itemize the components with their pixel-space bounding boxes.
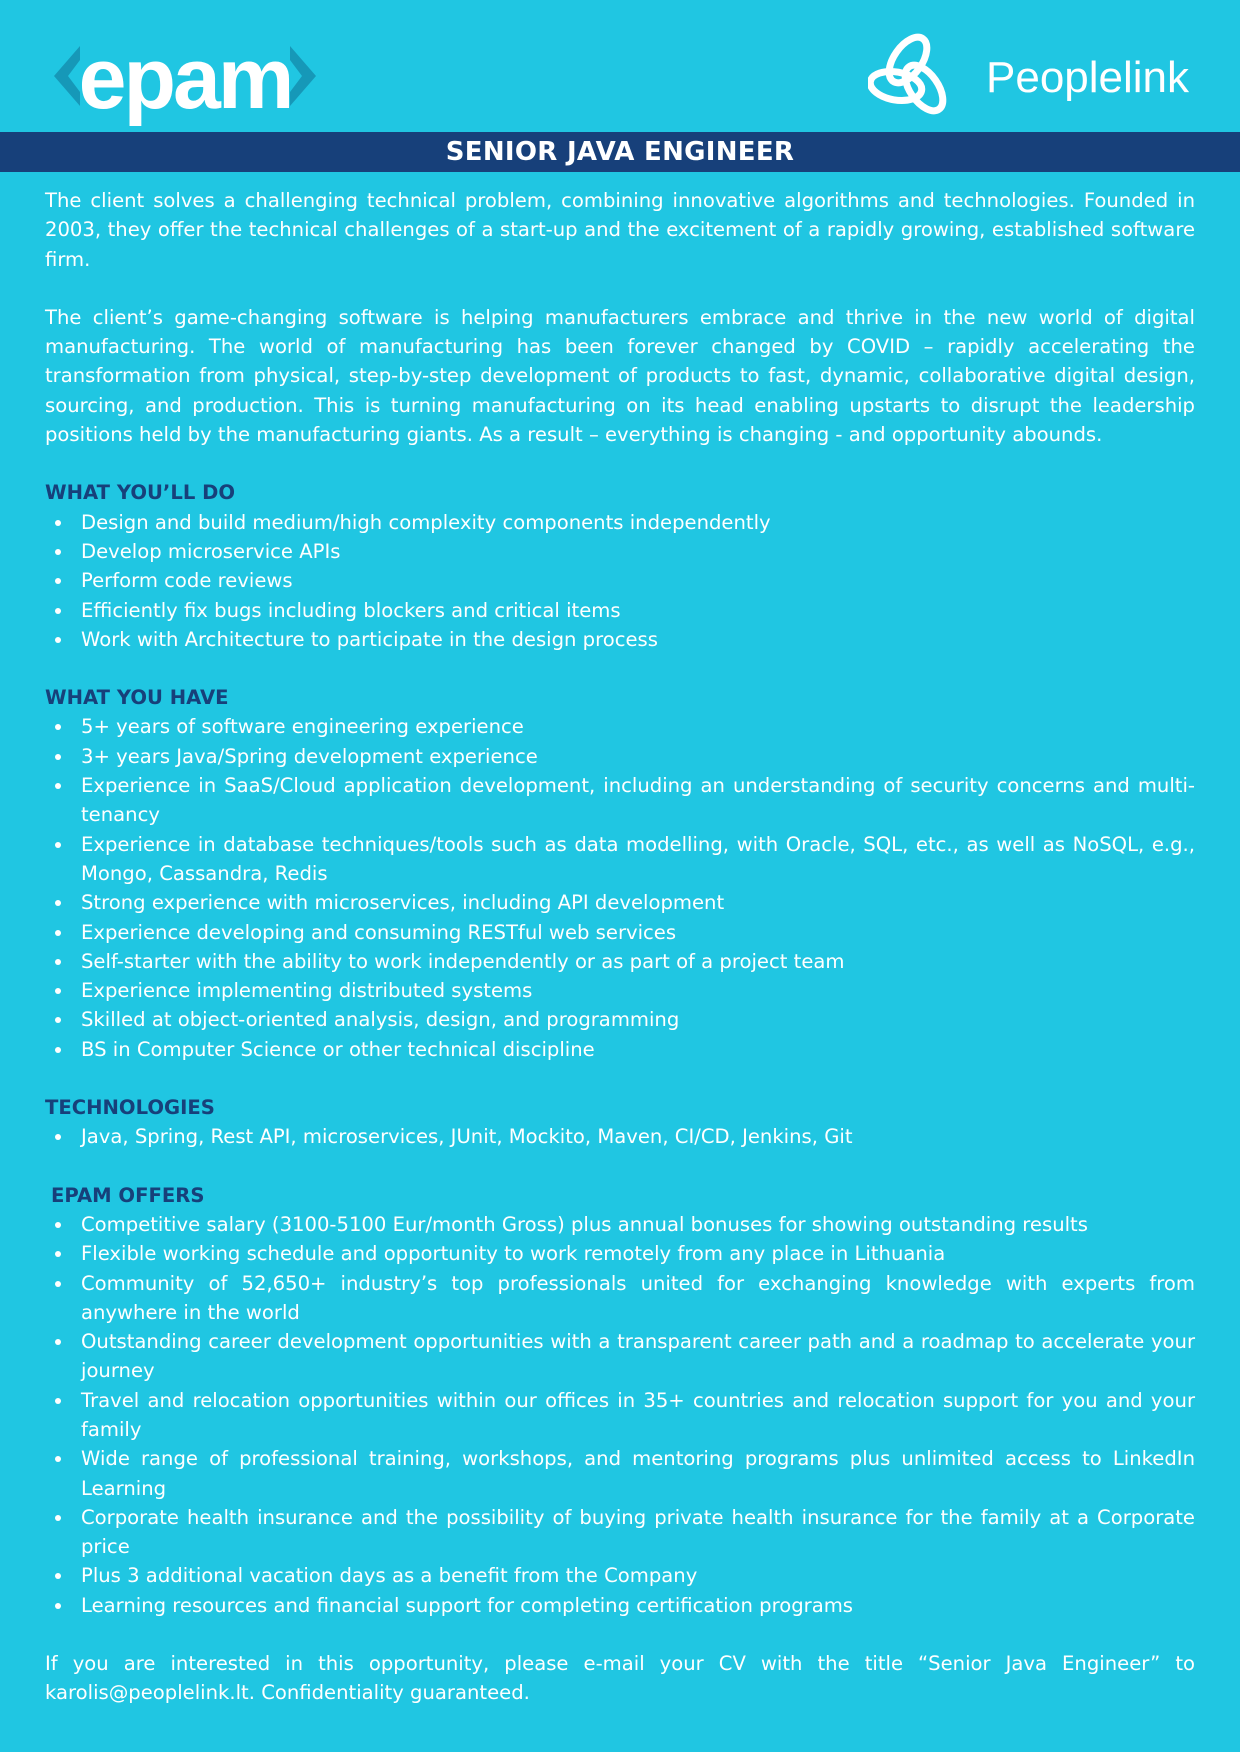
section-title-what-you-have: WHAT YOU HAVE <box>45 686 229 710</box>
job-description <box>45 186 1195 1737</box>
title-bar <box>0 132 1240 172</box>
list-item: Plus 3 additional vacation days as a benefit from the Company <box>45 1561 1195 1590</box>
list-item: 5+ years of software engineering experience <box>45 712 1195 741</box>
list-item: Experience in SaaS/Cloud application development, including an understanding of security concerns and multi-tenancy <box>45 771 1195 830</box>
section-title-what-youll-do: WHAT YOU’LL DO <box>45 481 236 505</box>
list-item: Experience in database techniques/tools such as data modelling, with Oracle, SQL, etc., as well as NoSQL, e.g., Mongo, Cassandra, Redis <box>45 830 1195 889</box>
intro-paragraph-1: The client solves a challenging technical problem, combining innovative algorithms and technologies. Founded in 2003, they offer the technical challenges of a start-up and the excitement of a rapidly growing, established software firm. <box>45 189 1195 271</box>
list-item: Flexible working schedule and opportunity to work remotely from any place in Lithuania <box>45 1239 1195 1268</box>
list-item: Wide range of professional training, workshops, and mentoring programs plus unlimited access to LinkedIn Learning <box>45 1444 1195 1503</box>
closing-paragraph: If you are interested in this opportunity, please e-mail your CV with the title “Senior Java Engineer” to karolis@peoplelink.lt. Confidentiality guaranteed. <box>45 1652 1195 1705</box>
technologies-list <box>45 1122 1195 1151</box>
list-item: Outstanding career development opportunities with a transparent career path and a roadmap to accelerate your journey <box>45 1327 1195 1386</box>
list-item: Work with Architecture to participate in the design process <box>45 625 1195 654</box>
list-item: 3+ years Java/Spring development experience <box>45 742 1195 771</box>
list-item: Travel and relocation opportunities within our offices in 35+ countries and relocation support for you and your family <box>45 1386 1195 1445</box>
list-item: Corporate health insurance and the possibility of buying private health insurance for the family at a Corporate price <box>45 1503 1195 1562</box>
header <box>0 0 1240 132</box>
list-item: Experience developing and consuming RESTful web services <box>45 918 1195 947</box>
peoplelink-logo <box>868 30 1198 122</box>
list-item: Strong experience with microservices, including API development <box>45 888 1195 917</box>
section-title-technologies: TECHNOLOGIES <box>45 1096 215 1120</box>
list-item: Learning resources and financial support for completing certification programs <box>45 1591 1195 1620</box>
list-item: Competitive salary (3100-5100 Eur/month Gross) plus annual bonuses for showing outstanding results <box>45 1210 1195 1239</box>
epam-logo-text: epam <box>78 31 292 127</box>
list-item: Java, Spring, Rest API, microservices, JUnit, Mockito, Maven, CI/CD, Jenkins, Git <box>45 1122 1195 1151</box>
list-item: Experience implementing distributed systems <box>45 976 1195 1005</box>
list-item: Self-starter with the ability to work independently or as part of a project team <box>45 947 1195 976</box>
list-item: Develop microservice APIs <box>45 537 1195 566</box>
list-item: Perform code reviews <box>45 566 1195 595</box>
what-you-have-list <box>45 712 1195 1064</box>
what-youll-do-list <box>45 508 1195 654</box>
epam-offers-list <box>45 1210 1195 1620</box>
job-title: SENIOR JAVA ENGINEER <box>445 137 795 167</box>
epam-logo <box>50 28 320 136</box>
list-item: Design and build medium/high complexity components independently <box>45 508 1195 537</box>
list-item: Efficiently fix bugs including blockers and critical items <box>45 596 1195 625</box>
intro-paragraph-2: The client’s game-changing software is helping manufacturers embrace and thrive in the new world of digital manufacturing. The world of manufacturing has been forever changed by COVID – rapidly accelerating the transformation from physical, step-by-step development of products to fast, dynamic, collaborative digital design, sourcing, and production. This is turning manufacturing on its head enabling upstarts to disrupt the leadership positions held by the manufacturing giants. As a result – everything is changing - and opportunity abounds. <box>45 305 1195 447</box>
list-item: Community of 52,650+ industry’s top professionals united for exchanging knowledge with experts from anywhere in the world <box>45 1269 1195 1328</box>
list-item: BS in Computer Science or other technical discipline <box>45 1035 1195 1064</box>
section-title-epam-offers: EPAM OFFERS <box>51 1183 205 1207</box>
peoplelink-logo-text: Peoplelink <box>986 53 1190 102</box>
list-item: Skilled at object-oriented analysis, design, and programming <box>45 1005 1195 1034</box>
